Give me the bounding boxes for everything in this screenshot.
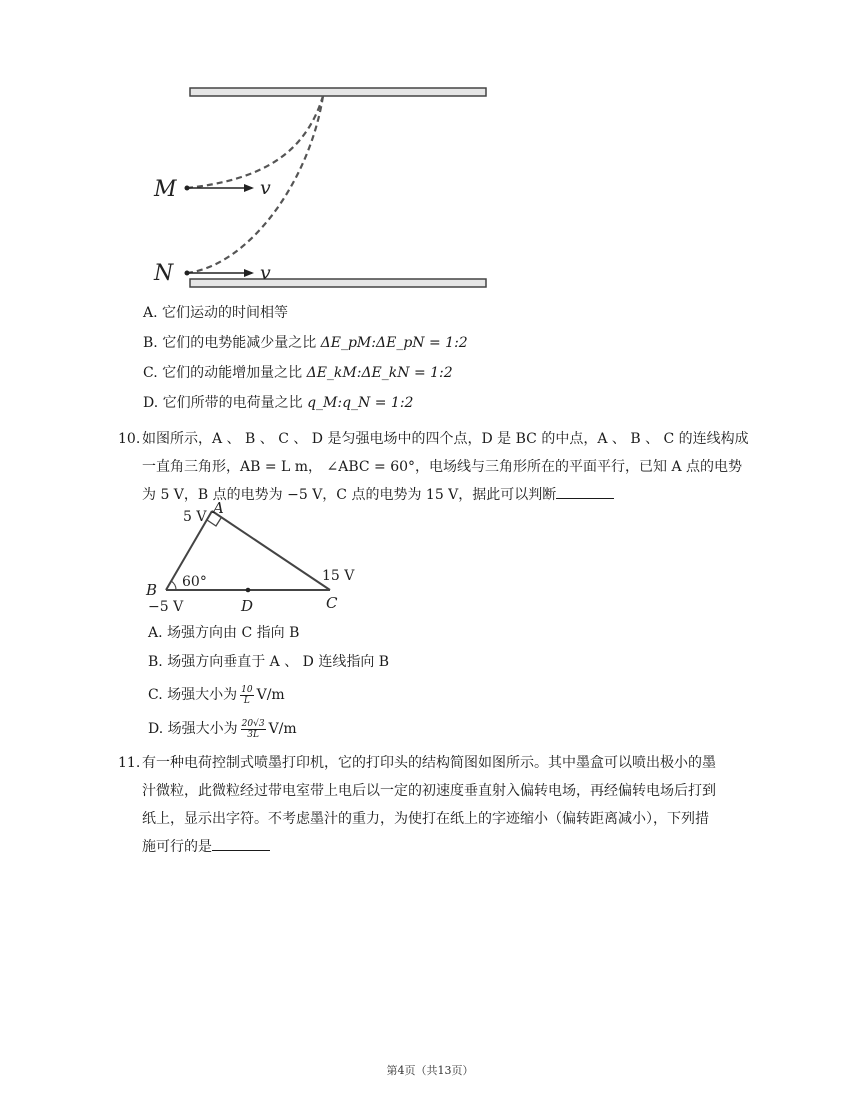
- angle-arc: [171, 581, 176, 590]
- q10-option-d-fraction: [241, 719, 266, 740]
- q11-stem: [142, 749, 770, 861]
- trajectory-m: [187, 96, 323, 188]
- q10-option-c-denominator: L: [243, 695, 250, 706]
- q11-line-1: 有一种电荷控制式喷墨打印机，它的打印头的结构简图如图所示。其中墨盒可以喷出极小的墨: [142, 755, 716, 771]
- label-m: M: [154, 177, 177, 202]
- q9-option-c: [143, 363, 453, 383]
- q10-option-c-text: C. 场强大小为: [148, 687, 238, 703]
- q10-option-b: B. 场强方向垂直于 A 、 D 连线指向 B: [148, 654, 390, 670]
- q10-number: 10.: [118, 431, 141, 447]
- q10-option-d-denominator: 3L: [247, 729, 259, 740]
- b-potential: −5 V: [148, 599, 184, 615]
- c-potential: 15 V: [322, 568, 355, 584]
- q9-option-c-text: C. 它们的动能增加量之比: [143, 365, 307, 381]
- label-v2: v: [260, 262, 271, 284]
- a-potential: 5 V: [183, 509, 207, 525]
- angle-label: 60°: [182, 574, 207, 590]
- a-label: A: [213, 499, 224, 517]
- triangle-figure: [140, 497, 370, 617]
- q10-line-1: 如图所示，A 、 B 、 C 、 D 是匀强电场中的四个点，D 是 BC 的中点，A 、 B 、 C 的连线构成: [142, 431, 749, 447]
- q9-option-d: [143, 393, 413, 413]
- d-label: D: [241, 597, 254, 615]
- q10-option-d-text: D. 场强大小为: [148, 721, 238, 737]
- q9-option-d-text: D. 它们所带的电荷量之比: [143, 395, 308, 411]
- right-angle-mark: [207, 518, 221, 526]
- b-label: B: [146, 581, 158, 599]
- q11-line-3: 纸上，显示出字符。不考虑墨汁的重力，为使打在纸上的字迹缩小（偏转距离减小），下列措: [142, 811, 709, 827]
- upper-plate: [190, 88, 486, 96]
- arrowhead-n: [244, 269, 254, 277]
- q10-line-2: 一直角三角形，AB = L m， ∠ABC = 60°，电场线与三角形所在的平面平行，已知 A 点的电势: [142, 459, 743, 475]
- q9-option-c-formula: ΔE_kM:ΔE_kN = 1:2: [306, 365, 453, 381]
- lower-plate: [190, 279, 486, 287]
- q11-line-2: 汁微粒，此微粒经过带电室带上电后以一定的初速度垂直射入偏转电场，再经偏转电场后打到: [142, 783, 716, 799]
- q10-option-d-numerator: 20√3: [241, 718, 265, 729]
- q11-number: 11.: [118, 755, 141, 771]
- q9-option-d-formula: q_M:q_N = 1:2: [307, 395, 414, 411]
- q10-option-d: [148, 716, 297, 742]
- q10-line-3: 为 5 V，B 点的电势为 −5 V，C 点的电势为 15 V，据此可以判断: [142, 487, 557, 503]
- c-label: C: [326, 594, 338, 612]
- label-n: N: [154, 261, 174, 286]
- point-d: [246, 588, 251, 593]
- q9-option-b-text: B. 它们的电势能减少量之比: [143, 335, 321, 351]
- q10-option-a: A. 场强方向由 C 指向 B: [148, 625, 300, 641]
- q9-option-b: [143, 333, 468, 353]
- arrowhead-m: [244, 184, 254, 192]
- q10-option-d-unit: V/m: [268, 721, 297, 737]
- page-footer: 第4页（共13页）: [386, 1064, 474, 1077]
- q10-option-c-numerator: 10: [241, 684, 253, 695]
- q10-option-c-fraction: [240, 685, 253, 706]
- q11-line-4-wrap: [142, 833, 770, 861]
- label-v1: v: [260, 177, 271, 199]
- q9-option-b-formula: ΔE_pM:ΔE_pN = 1:2: [320, 335, 468, 351]
- q9-option-a: A. 它们运动的时间相等: [143, 305, 289, 321]
- q10-option-c-unit: V/m: [256, 687, 285, 703]
- answer-blank-11: [212, 836, 270, 851]
- q11-line-4: 施可行的是: [142, 839, 212, 855]
- answer-blank: [556, 484, 614, 499]
- q10-option-c: [148, 682, 285, 708]
- plates-figure: [140, 80, 500, 295]
